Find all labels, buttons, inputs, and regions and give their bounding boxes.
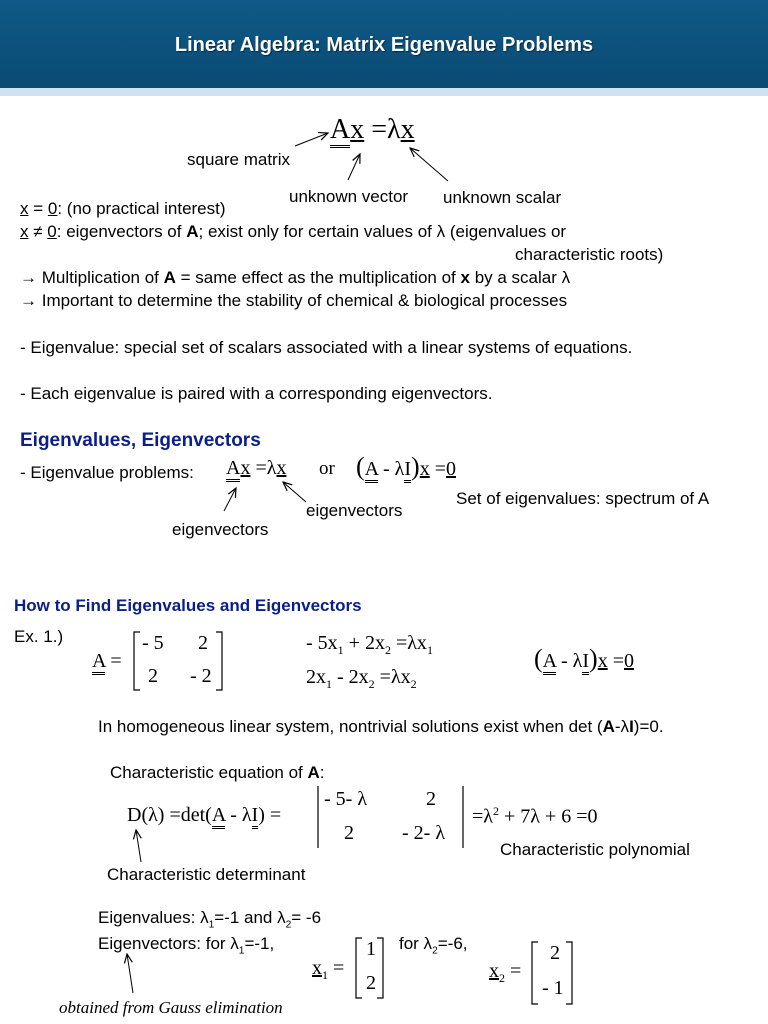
label-square-matrix: square matrix [187, 150, 290, 169]
label-spectrum: Set of eigenvalues: spectrum of A [456, 489, 710, 508]
line-eigenvectors-def: x ≠ 0: eigenvectors of A; exist only for certain values of λ (eigenvalues or [20, 222, 567, 241]
det-a22: - 2- λ [402, 822, 446, 844]
x2-a1: 2 [550, 942, 560, 964]
line-for-lambda2: for $\lambda_2=-6$, [399, 934, 468, 957]
x2-a2: - 1 [542, 977, 564, 999]
label-unknown-vector: unknown vector [289, 187, 409, 206]
char-det-lhs: D(λ) =det(A - λI) = [127, 804, 281, 827]
arrow-unknown-vector [348, 154, 360, 180]
x1-right-bracket [377, 938, 383, 998]
x1-a2: 2 [366, 972, 376, 994]
det-a12: 2 [426, 788, 436, 810]
arrow-eigenvectors-left [224, 488, 236, 511]
matrix-A-left-bracket [134, 632, 140, 690]
label-unknown-scalar: unknown scalar [443, 188, 562, 207]
label-eigenvectors-left: eigenvectors [172, 520, 269, 539]
matrix-A-right-bracket [216, 632, 222, 690]
line-multiplication: → Multiplication of A = same effect as the multiplication of x by a scalar λ [20, 268, 571, 287]
heading-how-to-find: How to Find Eigenvalues and Eigenvectors [14, 596, 362, 615]
eq-matrix-A: A [330, 114, 350, 148]
x2-right-bracket [566, 942, 572, 1004]
x1-a1: 1 [366, 938, 376, 960]
x1-left-bracket [356, 938, 362, 998]
system-eq-1: - $5x_1 + 2x_2 =\lambda x_1$ [306, 632, 433, 657]
equation-homogeneous: (A - λI)x =0 [356, 452, 456, 481]
line-eigenvalues: Eigenvalues: $\lambda_1=-1$ and $\lambda_2= -6$ [98, 908, 322, 931]
label-char-determinant: Characteristic determinant [107, 865, 306, 884]
arrow-eigenvectors-right [283, 482, 306, 502]
eq-vector-x2: x [400, 114, 415, 145]
line-char-roots: characteristic roots) [515, 245, 664, 264]
char-poly-eq: $=\lambda^2 + 7\lambda + 6 =0$ [472, 804, 598, 828]
label-char-polynomial: Characteristic polynomial [500, 840, 690, 859]
label-or: or [319, 458, 335, 479]
matrix-A-a11: - 5 [142, 632, 164, 654]
eq-rhs: =λ [371, 114, 401, 145]
line-eigenvalue-pair: - Each eigenvalue is paired with a corresponding eigenvectors. [20, 384, 493, 403]
x2-left-bracket [532, 942, 538, 1004]
arrow-square-matrix [295, 133, 328, 146]
arrow-gauss [127, 954, 133, 993]
matrix-A-a12: 2 [198, 632, 208, 654]
matrix-A-label: A = [92, 650, 122, 673]
line-eigenvectors: Eigenvectors: for $\lambda_1=-1$, [98, 934, 275, 957]
matrix-A-a21: 2 [148, 665, 158, 687]
slide-title: Linear Algebra: Matrix Eigenvalue Problems [174, 34, 594, 56]
line-char-equation: Characteristic equation of A: [110, 763, 325, 782]
system-eq-2: $2x_1 - 2x_2 =\lambda x_2$ [306, 666, 417, 691]
arrow-unknown-scalar [410, 148, 448, 181]
heading-eigenvalues-eigenvectors: Eigenvalues, Eigenvectors [20, 430, 261, 451]
vector-x1-label: $x_1$ = [312, 957, 345, 982]
label-eigenvalue-problems: - Eigenvalue problems: [20, 463, 194, 482]
label-example-1: Ex. 1.) [14, 627, 64, 646]
line-no-interest: x = 0: (no practical interest) [20, 199, 226, 218]
det-a21: 2 [344, 822, 354, 844]
line-stability: → Important to determine the stability of chemical & biological processes [20, 291, 568, 310]
arrow-char-determinant [136, 830, 141, 862]
line-eigenvalue-def: - Eigenvalue: special set of scalars associated with a linear systems of equations. [20, 338, 633, 357]
label-gauss-elimination: obtained from Gauss elimination [59, 998, 283, 1017]
matrix-A-a22: - 2 [190, 665, 212, 687]
equation-homogeneous-2: (A - λI)x =0 [534, 644, 634, 673]
label-eigenvectors-right: eigenvectors [306, 501, 403, 520]
line-homogeneous: In homogeneous linear system, nontrivial solutions exist when det (A-λI)=0. [98, 717, 664, 736]
eq-vector-x: x [350, 114, 365, 145]
det-a11: - 5- λ [324, 788, 368, 810]
vector-x2-label: $x_2$ = [489, 960, 522, 985]
equation-eigen-problem: Ax =λx [226, 457, 286, 480]
